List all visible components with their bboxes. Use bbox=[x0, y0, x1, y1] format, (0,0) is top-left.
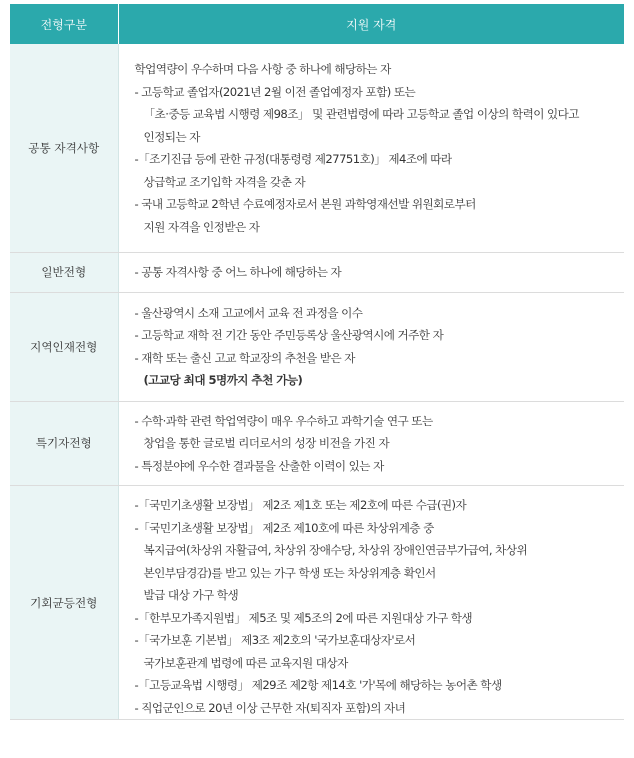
eligibility-line: 인정되는 자 bbox=[143, 129, 200, 144]
admission-type-cell: 공통 자격사항 bbox=[10, 44, 118, 253]
table-row bbox=[10, 44, 624, 253]
admission-type-cell: 특기자전형 bbox=[10, 401, 118, 486]
table-row bbox=[10, 253, 624, 293]
header-admission-type: 전형구분 bbox=[10, 4, 118, 44]
eligibility-line: - 고등학교 재학 전 기간 동안 주민등록상 울산광역시에 거주한 자 bbox=[134, 328, 444, 342]
eligibility-line: - 공통 자격사항 중 어느 하나에 해당하는 자 bbox=[134, 265, 342, 279]
eligibility-table bbox=[10, 4, 624, 720]
table-row bbox=[10, 401, 624, 486]
eligibility-line: 지원 자격을 인정받은 자 bbox=[143, 219, 260, 234]
header-eligibility: 지원 자격 bbox=[118, 4, 624, 44]
eligibility-line: -「조기진급 등에 관한 규정(대통령령 제27751호)」 제4조에 따라 bbox=[134, 152, 452, 166]
eligibility-line: - 고등학교 졸업자(2021년 2월 이전 졸업예정자 포함) 또는 bbox=[134, 84, 416, 99]
eligibility-cell bbox=[118, 401, 624, 486]
eligibility-cell bbox=[118, 486, 624, 720]
table-header-row bbox=[10, 4, 624, 44]
admission-type-cell: 기회균등전형 bbox=[10, 486, 118, 720]
eligibility-line: -「국민기초생활 보장법」 제2조 제10호에 따른 차상위계층 중 bbox=[134, 520, 434, 535]
admission-type-cell: 일반전형 bbox=[10, 253, 118, 293]
eligibility-line: (고교당 최대 5명까지 추천 가능) bbox=[143, 373, 303, 387]
eligibility-line: 본인부담경감)를 받고 있는 가구 학생 또는 차상위계층 확인서 bbox=[143, 565, 436, 580]
eligibility-cell bbox=[118, 253, 624, 293]
eligibility-cell bbox=[118, 292, 624, 401]
eligibility-line: 복지급여(차상위 자활급여, 차상위 장애수당, 차상위 장애인연금부가급여, 차상위 bbox=[143, 543, 528, 557]
eligibility-line: -「국민기초생활 보장법」 제2조 제1호 또는 제2호에 따른 수급(권)자 bbox=[134, 498, 467, 512]
eligibility-line: - 직업군인으로 20년 이상 근무한 자(퇴직자 포함)의 자녀 bbox=[134, 700, 406, 715]
eligibility-line: -「국가보훈 기본법」 제3조 제2호의 '국가보훈대상자'로서 bbox=[134, 633, 416, 647]
eligibility-line: - 수학·과학 관련 학업역량이 매우 우수하고 과학기술 연구 또는 bbox=[134, 413, 433, 428]
admission-type-cell: 지역인재전형 bbox=[10, 292, 118, 401]
eligibility-cell bbox=[118, 44, 624, 253]
eligibility-line: -「고등교육법 시행령」 제29조 제2항 제14호 '가'목에 해당하는 농어촌 학생 bbox=[134, 678, 502, 692]
eligibility-line: 상급학교 조기입학 자격을 갖춘 자 bbox=[143, 174, 306, 189]
eligibility-line: 「초·중등 교육법 시행령 제98조」 및 관련법령에 따라 고등학교 졸업 이상의 학력이 있다고 bbox=[143, 107, 579, 121]
eligibility-line: - 특정분야에 우수한 결과물을 산출한 이력이 있는 자 bbox=[134, 458, 384, 473]
eligibility-line: 창업을 통한 글로벌 리더로서의 성장 비전을 가진 자 bbox=[143, 436, 390, 450]
eligibility-line: 국가보훈관계 법령에 따른 교육지원 대상자 bbox=[143, 655, 348, 670]
table-row bbox=[10, 486, 624, 720]
eligibility-line: 학업역량이 우수하며 다음 사항 중 하나에 해당하는 자 bbox=[134, 62, 391, 76]
eligibility-line: - 울산광역시 소재 고교에서 교육 전 과정을 이수 bbox=[134, 305, 363, 320]
eligibility-line: -「한부모가족지원법」 제5조 및 제5조의 2에 따른 지원대상 가구 학생 bbox=[134, 610, 473, 625]
eligibility-line: - 국내 고등학교 2학년 수료예정자로서 본원 과학영재선발 위원회로부터 bbox=[134, 197, 476, 211]
eligibility-line: 발급 대상 가구 학생 bbox=[143, 588, 239, 602]
table-row bbox=[10, 292, 624, 401]
eligibility-line: - 재학 또는 출신 고교 학교장의 추천을 받은 자 bbox=[134, 350, 355, 365]
